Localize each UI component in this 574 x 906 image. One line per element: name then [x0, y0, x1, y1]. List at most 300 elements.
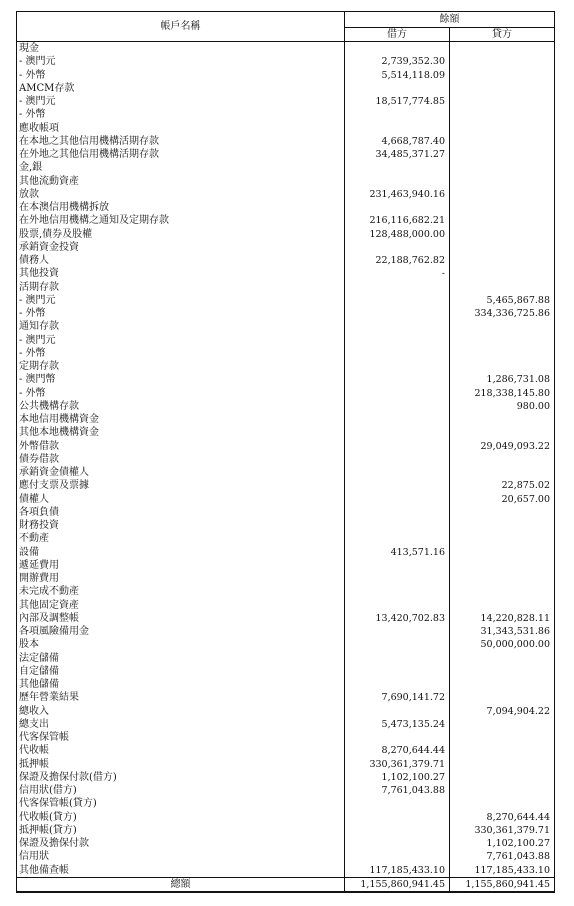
account-row: [17, 771, 555, 784]
account-row: [17, 241, 555, 254]
credit-amount: [450, 188, 555, 201]
debit-amount: [345, 731, 450, 744]
account-name: [17, 771, 345, 784]
account-row: [17, 387, 555, 400]
account-row: [17, 811, 555, 824]
account-name-text: 其他本地機構資金: [19, 427, 99, 439]
account-name: [17, 479, 345, 492]
account-name-text: 承銷資金債權人: [19, 467, 89, 479]
debit-amount: 34,485,371.27: [345, 148, 450, 161]
credit-amount: 20,657.00: [450, 493, 555, 506]
account-row: [17, 546, 555, 559]
account-name-text: - 澳門元: [19, 96, 56, 108]
account-row: [17, 373, 555, 386]
account-row: [17, 479, 555, 492]
debit-amount: [345, 42, 450, 56]
account-name-text: 設備: [19, 546, 39, 558]
account-name: [17, 691, 345, 704]
account-name: [17, 837, 345, 850]
debit-amount: [345, 334, 450, 347]
debit-amount: [345, 638, 450, 651]
account-row: [17, 824, 555, 837]
account-row: [17, 850, 555, 863]
account-name: [17, 294, 345, 307]
debit-amount: -: [345, 267, 450, 280]
account-name-text: 放款: [19, 188, 39, 200]
debit-amount: [345, 387, 450, 400]
account-row: [17, 307, 555, 320]
account-name-text: - 外幣: [19, 347, 46, 359]
account-name: [17, 307, 345, 320]
account-name-text: 債務人: [19, 255, 49, 267]
credit-amount: 14,220,828.11: [450, 612, 555, 625]
account-name-text: 遞延費用: [19, 559, 59, 571]
account-name: [17, 201, 345, 214]
account-name-text: 在外地信用機構之通知及定期存款: [19, 215, 169, 227]
account-name: [17, 572, 345, 585]
debit-amount: [345, 493, 450, 506]
account-name: [17, 334, 345, 347]
credit-amount: [450, 546, 555, 559]
account-row: [17, 744, 555, 757]
debit-amount: [345, 652, 450, 665]
account-name-text: - 澳門元: [19, 334, 56, 346]
debit-header: 借方: [345, 28, 450, 42]
account-name-text: 不動產: [19, 533, 49, 545]
account-row: [17, 334, 555, 347]
account-name: [17, 228, 345, 241]
account-name-text: 各項負債: [19, 506, 59, 518]
account-row: [17, 797, 555, 810]
credit-amount: [450, 214, 555, 227]
account-name-text: 應收帳項: [19, 122, 59, 134]
balance-header: 餘額: [345, 12, 555, 28]
credit-amount: [450, 82, 555, 95]
account-name-text: 公共機構存款: [19, 400, 79, 412]
account-row: [17, 148, 555, 161]
account-name-text: 開辦費用: [19, 573, 59, 585]
credit-amount: [450, 665, 555, 678]
credit-amount: [450, 532, 555, 545]
debit-amount: [345, 82, 450, 95]
credit-amount: 334,336,725.86: [450, 307, 555, 320]
account-row: [17, 400, 555, 413]
credit-amount: [450, 108, 555, 121]
account-name-text: 代客保管帳(貸方): [19, 798, 97, 810]
credit-amount: [450, 281, 555, 294]
debit-amount: 413,571.16: [345, 546, 450, 559]
account-name-text: 在本澳信用機構拆放: [19, 202, 109, 214]
account-name-text: 代客保管帳: [19, 732, 69, 744]
account-name: [17, 519, 345, 532]
debit-amount: [345, 837, 450, 850]
credit-amount: [450, 148, 555, 161]
debit-amount: [345, 281, 450, 294]
account-row: [17, 214, 555, 227]
debit-amount: [345, 506, 450, 519]
account-name-text: 保證及擔保付款: [19, 838, 89, 850]
account-name: [17, 82, 345, 95]
debit-amount: [345, 678, 450, 691]
account-name-text: 未完成不動產: [19, 586, 79, 598]
credit-amount: [450, 784, 555, 797]
account-name-text: 外幣借款: [19, 440, 59, 452]
account-name-text: - 澳門幣: [19, 374, 56, 386]
credit-amount: [450, 42, 555, 56]
debit-amount: [345, 532, 450, 545]
account-row: [17, 466, 555, 479]
account-name: [17, 784, 345, 797]
debit-amount: 7,690,141.72: [345, 691, 450, 704]
debit-amount: [345, 320, 450, 333]
account-row: [17, 281, 555, 294]
debit-amount: [345, 241, 450, 254]
account-name-text: - 外幣: [19, 109, 46, 121]
account-row: [17, 161, 555, 174]
debit-amount: [345, 797, 450, 810]
account-name: [17, 69, 345, 82]
account-row: [17, 572, 555, 585]
account-row: [17, 625, 555, 638]
credit-amount: [450, 466, 555, 479]
account-name-text: 活期存款: [19, 281, 59, 293]
credit-amount: 980.00: [450, 400, 555, 413]
account-row: [17, 122, 555, 135]
debit-amount: [345, 161, 450, 174]
credit-amount: [450, 691, 555, 704]
account-name: [17, 797, 345, 810]
account-name-text: 財務投資: [19, 520, 59, 532]
account-name-text: 本地信用機構資金: [19, 414, 99, 426]
credit-amount: [450, 731, 555, 744]
debit-amount: [345, 373, 450, 386]
account-row: [17, 95, 555, 108]
account-row: [17, 82, 555, 95]
debit-amount: [345, 519, 450, 532]
account-name-text: 內部及調整帳: [19, 612, 79, 624]
debit-amount: [345, 466, 450, 479]
account-name: [17, 811, 345, 824]
account-row: [17, 731, 555, 744]
total-debit: 1,155,860,941.45: [345, 877, 450, 892]
account-row: [17, 254, 555, 267]
account-row: [17, 440, 555, 453]
account-name-text: 在本地之其他信用機構活期存款: [19, 135, 159, 147]
account-row: [17, 347, 555, 360]
debit-amount: 5,473,135.24: [345, 718, 450, 731]
debit-amount: 7,761,043.88: [345, 784, 450, 797]
debit-amount: [345, 811, 450, 824]
debit-amount: 216,116,682.21: [345, 214, 450, 227]
account-row: [17, 519, 555, 532]
account-row: [17, 665, 555, 678]
account-name-text: 其他投資: [19, 268, 59, 280]
account-name-text: 股本: [19, 639, 39, 651]
account-name: [17, 850, 345, 863]
credit-amount: [450, 453, 555, 466]
account-row: [17, 267, 555, 280]
credit-amount: [450, 652, 555, 665]
account-row: [17, 69, 555, 82]
credit-amount: [450, 758, 555, 771]
debit-amount: [345, 585, 450, 598]
account-name-text: 在外地之其他信用機構活期存款: [19, 149, 159, 161]
account-name-text: 定期存款: [19, 361, 59, 373]
account-name: [17, 175, 345, 188]
credit-amount: 22,875.02: [450, 479, 555, 492]
debit-amount: [345, 413, 450, 426]
debit-amount: 2,739,352.30: [345, 55, 450, 68]
debit-amount: [345, 426, 450, 439]
debit-amount: 231,463,940.16: [345, 188, 450, 201]
debit-amount: [345, 599, 450, 612]
credit-amount: 330,361,379.71: [450, 824, 555, 837]
account-name: [17, 254, 345, 267]
debit-amount: [345, 850, 450, 863]
account-name: [17, 440, 345, 453]
account-row: [17, 599, 555, 612]
credit-amount: [450, 161, 555, 174]
account-row: [17, 864, 555, 878]
account-name-text: - 外幣: [19, 69, 46, 81]
debit-amount: 330,361,379.71: [345, 758, 450, 771]
credit-amount: 7,761,043.88: [450, 850, 555, 863]
account-name: [17, 413, 345, 426]
account-name-text: 債券借款: [19, 453, 59, 465]
account-name: [17, 214, 345, 227]
credit-amount: [450, 718, 555, 731]
debit-amount: [345, 665, 450, 678]
account-name-text: - 澳門元: [19, 56, 56, 68]
account-name: [17, 267, 345, 280]
account-name-text: 承銷資金投資: [19, 241, 79, 253]
account-name: [17, 426, 345, 439]
account-name: [17, 148, 345, 161]
debit-amount: 8,270,644.44: [345, 744, 450, 757]
credit-amount: [450, 744, 555, 757]
account-row: [17, 652, 555, 665]
credit-amount: [450, 360, 555, 373]
credit-amount: 8,270,644.44: [450, 811, 555, 824]
account-row: [17, 228, 555, 241]
account-name: [17, 665, 345, 678]
credit-amount: [450, 320, 555, 333]
account-name-text: 法定儲備: [19, 652, 59, 664]
credit-amount: 50,000,000.00: [450, 638, 555, 651]
account-name: [17, 559, 345, 572]
account-row: [17, 188, 555, 201]
debit-amount: 128,488,000.00: [345, 228, 450, 241]
credit-amount: [450, 797, 555, 810]
account-name: [17, 506, 345, 519]
debit-amount: [345, 440, 450, 453]
total-row: [17, 877, 555, 892]
account-name: [17, 95, 345, 108]
account-name-text: 抵押帳: [19, 758, 49, 770]
credit-amount: [450, 175, 555, 188]
account-row: [17, 294, 555, 307]
account-row: [17, 585, 555, 598]
account-name-text: 股票,債券及股權: [19, 228, 93, 240]
account-row: [17, 678, 555, 691]
account-name: [17, 373, 345, 386]
account-row: [17, 837, 555, 850]
account-row: [17, 784, 555, 797]
account-name: [17, 532, 345, 545]
debit-amount: [345, 347, 450, 360]
credit-amount: 1,286,731.08: [450, 373, 555, 386]
account-name: [17, 731, 345, 744]
account-row: [17, 108, 555, 121]
credit-amount: [450, 228, 555, 241]
credit-amount: 31,343,531.86: [450, 625, 555, 638]
debit-amount: 117,185,433.10: [345, 864, 450, 878]
credit-amount: 218,338,145.80: [450, 387, 555, 400]
account-name: [17, 493, 345, 506]
account-name: [17, 824, 345, 837]
account-name-text: 金,銀: [19, 162, 43, 174]
debit-amount: [345, 625, 450, 638]
credit-header: 貸方: [450, 28, 555, 42]
account-name-text: 其他備查帳: [19, 864, 69, 876]
credit-amount: [450, 506, 555, 519]
debit-amount: [345, 479, 450, 492]
account-name: [17, 387, 345, 400]
account-name: [17, 585, 345, 598]
account-name: [17, 241, 345, 254]
account-row: [17, 493, 555, 506]
debit-amount: [345, 360, 450, 373]
debit-amount: 5,514,118.09: [345, 69, 450, 82]
credit-amount: 7,094,904.22: [450, 705, 555, 718]
account-name: [17, 864, 345, 878]
account-row: [17, 55, 555, 68]
account-name-text: - 澳門元: [19, 294, 56, 306]
balance-table: [16, 11, 555, 893]
account-name: [17, 758, 345, 771]
account-row: [17, 705, 555, 718]
account-name: [17, 108, 345, 121]
credit-amount: 29,049,093.22: [450, 440, 555, 453]
debit-amount: [345, 559, 450, 572]
account-name: [17, 678, 345, 691]
account-name: [17, 652, 345, 665]
account-row: [17, 691, 555, 704]
account-name-text: 其他儲備: [19, 679, 59, 691]
account-row: [17, 506, 555, 519]
account-name: [17, 122, 345, 135]
credit-amount: [450, 347, 555, 360]
debit-amount: [345, 201, 450, 214]
credit-amount: 1,102,100.27: [450, 837, 555, 850]
account-row: [17, 559, 555, 572]
account-name: [17, 466, 345, 479]
account-name-text: 歷年營業結果: [19, 692, 79, 704]
account-name: [17, 744, 345, 757]
account-name: [17, 135, 345, 148]
credit-amount: [450, 599, 555, 612]
credit-amount: [450, 559, 555, 572]
debit-amount: [345, 824, 450, 837]
account-name: [17, 453, 345, 466]
account-name: [17, 599, 345, 612]
account-name: [17, 320, 345, 333]
account-name: [17, 625, 345, 638]
account-row: [17, 360, 555, 373]
debit-amount: [345, 122, 450, 135]
account-row: [17, 175, 555, 188]
credit-amount: [450, 201, 555, 214]
account-row: [17, 718, 555, 731]
account-name-text: 保證及擔保付款(借方): [19, 771, 117, 783]
credit-amount: 5,465,867.88: [450, 294, 555, 307]
credit-amount: [450, 267, 555, 280]
debit-amount: 13,420,702.83: [345, 612, 450, 625]
account-name: [17, 718, 345, 731]
account-name: [17, 42, 345, 56]
account-name-text: 現金: [19, 43, 39, 55]
credit-amount: [450, 122, 555, 135]
account-name-text: 代收帳(貸方): [19, 811, 77, 823]
account-row: [17, 453, 555, 466]
account-row: [17, 612, 555, 625]
account-name-text: 債權人: [19, 493, 49, 505]
credit-amount: [450, 413, 555, 426]
credit-amount: [450, 241, 555, 254]
account-name-text: 總收入: [19, 705, 49, 717]
debit-amount: [345, 294, 450, 307]
credit-amount: [450, 678, 555, 691]
account-name: [17, 55, 345, 68]
account-name: [17, 360, 345, 373]
account-name: [17, 281, 345, 294]
credit-amount: [450, 55, 555, 68]
account-row: [17, 413, 555, 426]
debit-amount: [345, 307, 450, 320]
account-name-text: 其他流動資產: [19, 175, 79, 187]
account-row: [17, 532, 555, 545]
account-row: [17, 135, 555, 148]
account-name: [17, 347, 345, 360]
account-name-header: 帳戶名稱: [17, 12, 345, 42]
debit-amount: [345, 108, 450, 121]
account-name-text: 信用狀: [19, 851, 49, 863]
credit-amount: [450, 572, 555, 585]
credit-amount: [450, 69, 555, 82]
account-name-text: 代收帳: [19, 745, 49, 757]
account-name-text: 自定儲備: [19, 665, 59, 677]
debit-amount: 4,668,787.40: [345, 135, 450, 148]
credit-amount: [450, 771, 555, 784]
account-row: [17, 426, 555, 439]
debit-amount: [345, 705, 450, 718]
balance-table-body: [17, 12, 555, 892]
account-name-text: 各項風險備用金: [19, 626, 89, 638]
credit-amount: [450, 95, 555, 108]
credit-amount: [450, 254, 555, 267]
account-name-text: 其他固定資產: [19, 599, 79, 611]
credit-amount: [450, 426, 555, 439]
account-name-text: - 外幣: [19, 308, 46, 320]
credit-amount: [450, 135, 555, 148]
account-row: [17, 758, 555, 771]
account-name-text: AMCM存款: [19, 82, 75, 94]
account-name: [17, 188, 345, 201]
account-name: [17, 612, 345, 625]
account-name-text: 通知存款: [19, 321, 59, 333]
account-row: [17, 638, 555, 651]
account-name: [17, 546, 345, 559]
